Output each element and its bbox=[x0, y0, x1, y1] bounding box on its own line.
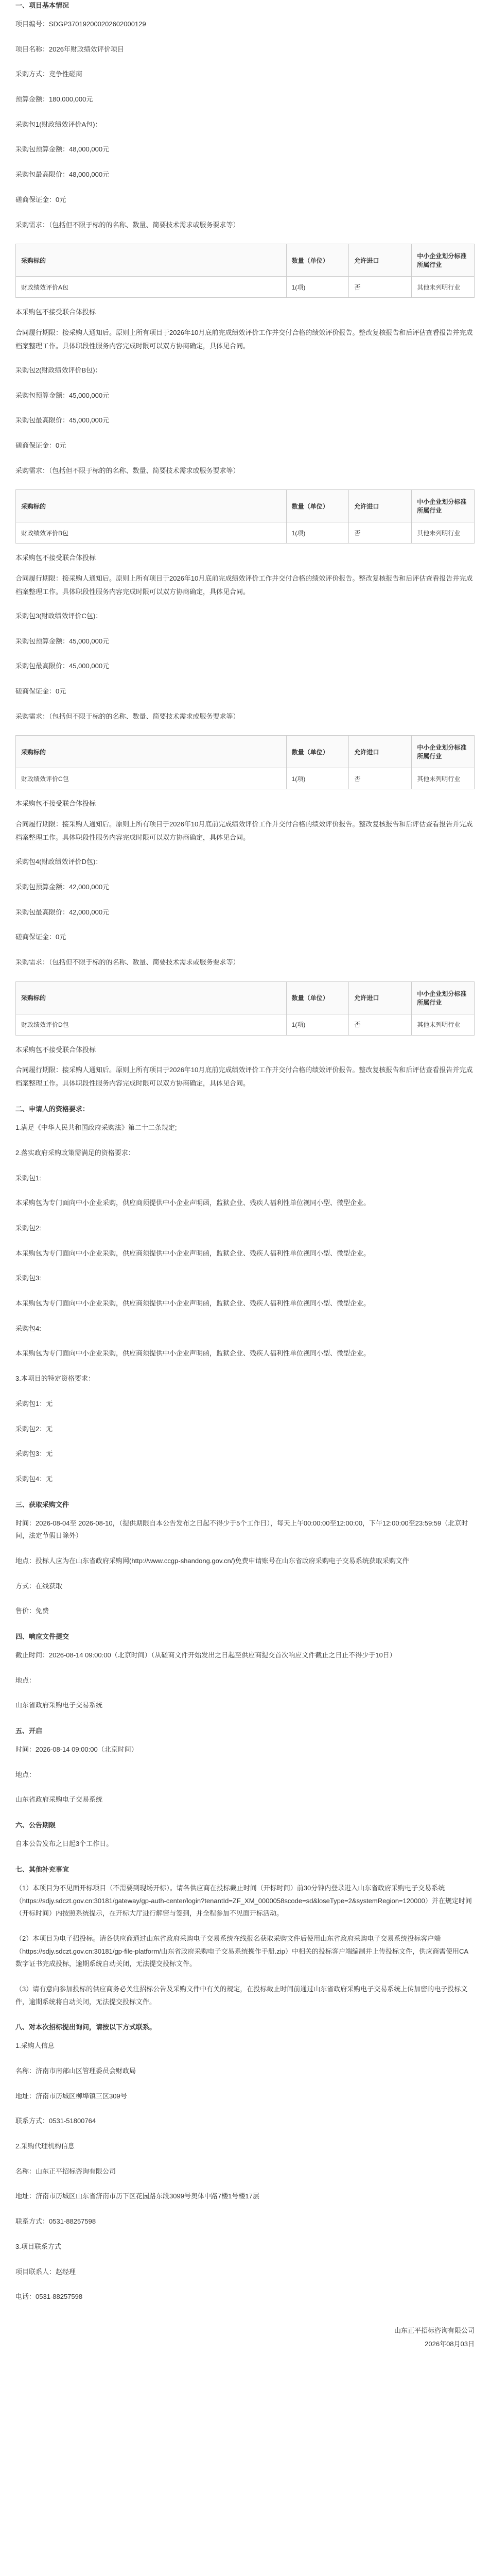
table-header-cell: 采购标的 bbox=[16, 981, 287, 1014]
qualification-text: 1.满足《中华人民共和国政府采购法》第二十二条规定; bbox=[15, 1124, 177, 1132]
project-number: 项目编号：SDGP370192000202602000129 bbox=[15, 20, 146, 28]
package-title: 采购包1(财政绩效评价A包)： bbox=[15, 120, 102, 128]
qualification-text: 3.本项目的特定资格要求： bbox=[15, 1375, 95, 1383]
section-title: 四、响应文件提交 bbox=[15, 1633, 69, 1640]
other-note: （3）请有意向参加投标的供应商务必关注招标公告及采购文件中有关的规定，在投标截止时间前通过山东省政府采购电子交易系统上传加密的电子投标文件，逾期系统将自动关闭，无法提交投标文件。 bbox=[15, 1985, 468, 2006]
qualification-text: 2.落实政府采购政策需满足的资格要求： bbox=[15, 1148, 135, 1157]
package-max-price: 采购包最高限价：45,000,000元 bbox=[15, 662, 110, 670]
requirement-table bbox=[15, 244, 475, 298]
table-header-cell: 中小企业划分标准所属行业 bbox=[412, 244, 475, 277]
opening-place-label: 地点： bbox=[15, 1770, 36, 1778]
joint-bid-note: 本采购包不接受联合体投标 bbox=[15, 554, 96, 562]
section-title: 五、开启 bbox=[15, 1727, 43, 1735]
package-budget: 采购包预算金额：48,000,000元 bbox=[15, 145, 110, 154]
footer-date: 2026年08月03日 bbox=[425, 2340, 475, 2348]
joint-bid-note: 本采购包不接受联合体投标 bbox=[15, 308, 96, 316]
contract-term: 合同履行期限：接采购人通知后。原则上所有项目于2026年10月底前完成绩效评价工作并交付合格的绩效评价报告。整改复核报告和后评估查看报告并完成档案整理工作。具体职段性服务内容完成时限可以双方协商确定，具体见合同。 bbox=[15, 1066, 473, 1088]
buyer-name: 名称：济南市南部山区管理委员会财政局 bbox=[15, 2067, 136, 2075]
package-budget: 采购包预算金额：45,000,000元 bbox=[15, 391, 110, 399]
table-header-cell: 数量（单位） bbox=[286, 981, 349, 1014]
table-cell: 财政绩效评价C包 bbox=[16, 768, 287, 789]
package-requirement-label: 采购需求：（包括但不限于标的的名称、数量、简要技术需求或服务要求等） bbox=[15, 712, 240, 720]
budget-amount: 预算金额：180,000,000元 bbox=[15, 95, 93, 104]
agent-info-title: 2.采购代理机构信息 bbox=[15, 2142, 75, 2150]
table-header-cell: 数量（单位） bbox=[286, 736, 349, 768]
table-header-cell: 允许进口 bbox=[349, 490, 412, 522]
footer-organization: 山东正平招标咨询有限公司 bbox=[394, 2326, 475, 2334]
package-max-price: 采购包最高限价：48,000,000元 bbox=[15, 171, 110, 179]
package-requirement-label: 采购需求：（包括但不限于标的的名称、数量、简要技术需求或服务要求等） bbox=[15, 466, 240, 474]
buyer-phone: 联系方式：0531-51800764 bbox=[15, 2117, 96, 2125]
table-row bbox=[16, 277, 475, 298]
period-text: 自本公告发布之日起3个工作日。 bbox=[15, 1840, 113, 1848]
package-title: 采购包4(财政绩效评价D包)： bbox=[15, 858, 102, 866]
obtain-way: 方式：在线获取 bbox=[15, 1582, 63, 1590]
table-cell: 财政绩效评价A包 bbox=[16, 277, 287, 298]
package-deposit: 磋商保证金：0元 bbox=[15, 687, 66, 696]
qualification-package-label: 采购包2: bbox=[15, 1224, 41, 1232]
table-cell: 其他未列明行业 bbox=[412, 522, 475, 544]
table-header-cell: 允许进口 bbox=[349, 244, 412, 277]
table-cell: 1(项) bbox=[286, 768, 349, 789]
buyer-info-title: 1.采购人信息 bbox=[15, 2042, 55, 2050]
package-requirement-label: 采购需求：（包括但不限于标的的名称、数量、简要技术需求或服务要求等） bbox=[15, 958, 240, 966]
joint-bid-note: 本采购包不接受联合体投标 bbox=[15, 1045, 96, 1054]
table-header-row bbox=[16, 981, 475, 1014]
opening-time: 时间：2026-08-14 09:00:00（北京时间） bbox=[15, 1745, 138, 1754]
specific-requirement: 采购包1：无 bbox=[15, 1399, 53, 1408]
table-cell: 财政绩效评价B包 bbox=[16, 522, 287, 544]
obtain-time: 时间：2026-08-04至 2026-08-10，（提供期限自本公告发布之日起不得少于5个工作日），每天上午00:00:00至12:00:00，下午12:00:00至23:59:59（北京时间，法定节假日除外） bbox=[15, 1519, 468, 1540]
package-requirement-label: 采购需求：（包括但不限于标的的名称、数量、简要技术需求或服务要求等） bbox=[15, 221, 240, 229]
project-name: 项目名称：2026年财政绩效评价项目 bbox=[15, 45, 124, 53]
qualification-package-text: 本采购包为专门面向中小企业采购，供应商须提供中小企业声明函，监狱企业、残疾人福利性单位视同小型、微型企业。 bbox=[15, 1249, 371, 1257]
obtain-price: 售价：免费 bbox=[15, 1607, 49, 1615]
package-title: 采购包2(财政绩效评价B包)： bbox=[15, 366, 102, 374]
footer bbox=[15, 2324, 475, 2351]
table-row bbox=[16, 768, 475, 789]
specific-requirement: 采购包3：无 bbox=[15, 1450, 53, 1458]
qualification-package-text: 本采购包为专门面向中小企业采购，供应商须提供中小企业声明函，监狱企业、残疾人福利性单位视同小型、微型企业。 bbox=[15, 1299, 371, 1308]
agent-phone: 联系方式：0531-88257598 bbox=[15, 2217, 96, 2226]
response-place: 山东省政府采购电子交易系统 bbox=[15, 1701, 103, 1709]
table-header-cell: 中小企业划分标准所属行业 bbox=[412, 736, 475, 768]
response-deadline: 截止时间：2026-08-14 09:00:00（北京时间）（从磋商文件开始发出之日起至供应商提交首次响应文件截止之日止不得少于10日） bbox=[15, 1651, 396, 1659]
contract-term: 合同履行期限：接采购人通知后。原则上所有项目于2026年10月底前完成绩效评价工作并交付合格的绩效评价报告。整改复核报告和后评估查看报告并完成档案整理工作。具体职段性服务内容完成时限可以双方协商确定，具体见合同。 bbox=[15, 574, 473, 596]
table-header-cell: 采购标的 bbox=[16, 736, 287, 768]
other-note: （1）本项目为不见面开标项目（不需要到现场开标）。请各供应商在投标截止时间（开标时间）前30分钟内登录进入山东省政府采购电子交易系统（https://sdjy.sdczt.gov.cn:30181/gateway/gp-auth-center/login?tenantId=ZF_XM_0000058scode=sd&loseType=2&systemRegion=120000）并在规定时间（开标时间）内按照系统提示，在开标大厅进行解密与签到，并全程参加不见面开标活动。 bbox=[15, 1884, 472, 1918]
contract-term: 合同履行期限：接采购人通知后。原则上所有项目于2026年10月底前完成绩效评价工作并交付合格的绩效评价报告。整改复核报告和后评估查看报告并完成档案整理工作。具体职段性服务内容完成时限可以双方协商确定，具体见合同。 bbox=[15, 328, 473, 350]
package-deposit: 磋商保证金：0元 bbox=[15, 933, 66, 941]
section-title: 八、对本次招标提出询问，请按以下方式联系。 bbox=[15, 2023, 156, 2031]
opening-place: 山东省政府采购电子交易系统 bbox=[15, 1795, 103, 1804]
requirement-table bbox=[15, 981, 475, 1036]
table-cell: 否 bbox=[349, 768, 412, 789]
specific-requirement: 采购包2：无 bbox=[15, 1425, 53, 1433]
table-cell: 否 bbox=[349, 1014, 412, 1035]
joint-bid-note: 本采购包不接受联合体投标 bbox=[15, 800, 96, 808]
qualification-package-label: 采购包1: bbox=[15, 1174, 41, 1182]
table-header-row bbox=[16, 244, 475, 277]
obtain-place: 地点：投标人应为在山东省政府采购网(http://www.ccgp-shandong.gov.cn/)免费申请账号在山东省政府采购电子交易系统获取采购文件 bbox=[15, 1556, 409, 1565]
qualification-package-text: 本采购包为专门面向中小企业采购，供应商须提供中小企业声明函，监狱企业、残疾人福利性单位视同小型、微型企业。 bbox=[15, 1199, 371, 1207]
table-header-cell: 数量（单位） bbox=[286, 490, 349, 522]
project-contact-title: 3.项目联系方式 bbox=[15, 2242, 61, 2250]
qualification-package-label: 采购包4: bbox=[15, 1324, 41, 1332]
table-cell: 1(项) bbox=[286, 522, 349, 544]
table-header-cell: 数量（单位） bbox=[286, 244, 349, 277]
table-cell: 其他未列明行业 bbox=[412, 1014, 475, 1035]
agent-name: 名称：山东正平招标咨询有限公司 bbox=[15, 2167, 116, 2175]
table-header-cell: 采购标的 bbox=[16, 490, 287, 522]
qualification-package-label: 采购包3: bbox=[15, 1274, 41, 1282]
table-header-row bbox=[16, 736, 475, 768]
section-title: 六、公告期限 bbox=[15, 1821, 56, 1829]
table-row bbox=[16, 522, 475, 544]
agent-address: 地址：济南市历城区山东省济南市历下区花园路东段3099号奥体中路7楼1号楼17层 bbox=[15, 2192, 259, 2200]
table-header-cell: 中小企业划分标准所属行业 bbox=[412, 490, 475, 522]
section-title: 三、获取采购文件 bbox=[15, 1500, 69, 1509]
requirement-table bbox=[15, 489, 475, 544]
table-cell: 否 bbox=[349, 277, 412, 298]
table-cell: 1(项) bbox=[286, 277, 349, 298]
project-contact-phone: 电话：0531-88257598 bbox=[15, 2293, 83, 2301]
package-max-price: 采购包最高限价：45,000,000元 bbox=[15, 416, 110, 425]
package-deposit: 磋商保证金：0元 bbox=[15, 441, 66, 449]
procurement-method: 采购方式：竞争性磋商 bbox=[15, 70, 83, 78]
table-cell: 财政绩效评价D包 bbox=[16, 1014, 287, 1035]
qualification-package-text: 本采购包为专门面向中小企业采购，供应商须提供中小企业声明函，监狱企业、残疾人福利性单位视同小型、微型企业。 bbox=[15, 1349, 371, 1358]
package-deposit: 磋商保证金：0元 bbox=[15, 195, 66, 204]
section-title: 七、其他补充事宜 bbox=[15, 1865, 69, 1873]
section-title: 一、项目基本情况 bbox=[15, 2, 69, 9]
table-cell: 其他未列明行业 bbox=[412, 277, 475, 298]
section-title: 二、申请人的资格要求： bbox=[15, 1105, 90, 1113]
package-budget: 采购包预算金额：42,000,000元 bbox=[15, 883, 110, 891]
buyer-address: 地址：济南市历城区柳埠镇三区309号 bbox=[15, 2092, 127, 2100]
table-header-row bbox=[16, 490, 475, 522]
table-cell: 否 bbox=[349, 522, 412, 544]
other-note: （2）本项目为电子招投标。请各供应商通过山东省政府采购电子交易系统在线报名获取采购文件后使用山东省政府采购电子交易系统投标客户端（https://sdjy.sdczt.gov.cn:30181/gp-file-platform/山东省政府采购电子交易系统操作手册.zip）中相关的投标客户端编制并上传投标文件，供应商需使用CA数字证书完成投标，逾期系统自动关闭，无法提交投标文件。 bbox=[15, 1934, 469, 1968]
package-title: 采购包3(财政绩效评价C包)： bbox=[15, 612, 102, 620]
requirement-table bbox=[15, 735, 475, 789]
table-cell: 其他未列明行业 bbox=[412, 768, 475, 789]
contract-term: 合同履行期限：接采购人通知后。原则上所有项目于2026年10月底前完成绩效评价工作并交付合格的绩效评价报告。整改复核报告和后评估查看报告并完成档案整理工作。具体职段性服务内容完成时限可以双方协商确定，具体见合同。 bbox=[15, 820, 473, 842]
table-header-cell: 允许进口 bbox=[349, 736, 412, 768]
package-max-price: 采购包最高限价：42,000,000元 bbox=[15, 908, 110, 916]
package-budget: 采购包预算金额：45,000,000元 bbox=[15, 637, 110, 645]
specific-requirement: 采购包4：无 bbox=[15, 1475, 53, 1483]
project-contact-person: 项目联系人：赵经理 bbox=[15, 2267, 76, 2276]
response-place-label: 地点： bbox=[15, 1676, 36, 1684]
table-header-cell: 中小企业划分标准所属行业 bbox=[412, 981, 475, 1014]
table-header-cell: 允许进口 bbox=[349, 981, 412, 1014]
table-row bbox=[16, 1014, 475, 1035]
table-cell: 1(项) bbox=[286, 1014, 349, 1035]
table-header-cell: 采购标的 bbox=[16, 244, 287, 277]
